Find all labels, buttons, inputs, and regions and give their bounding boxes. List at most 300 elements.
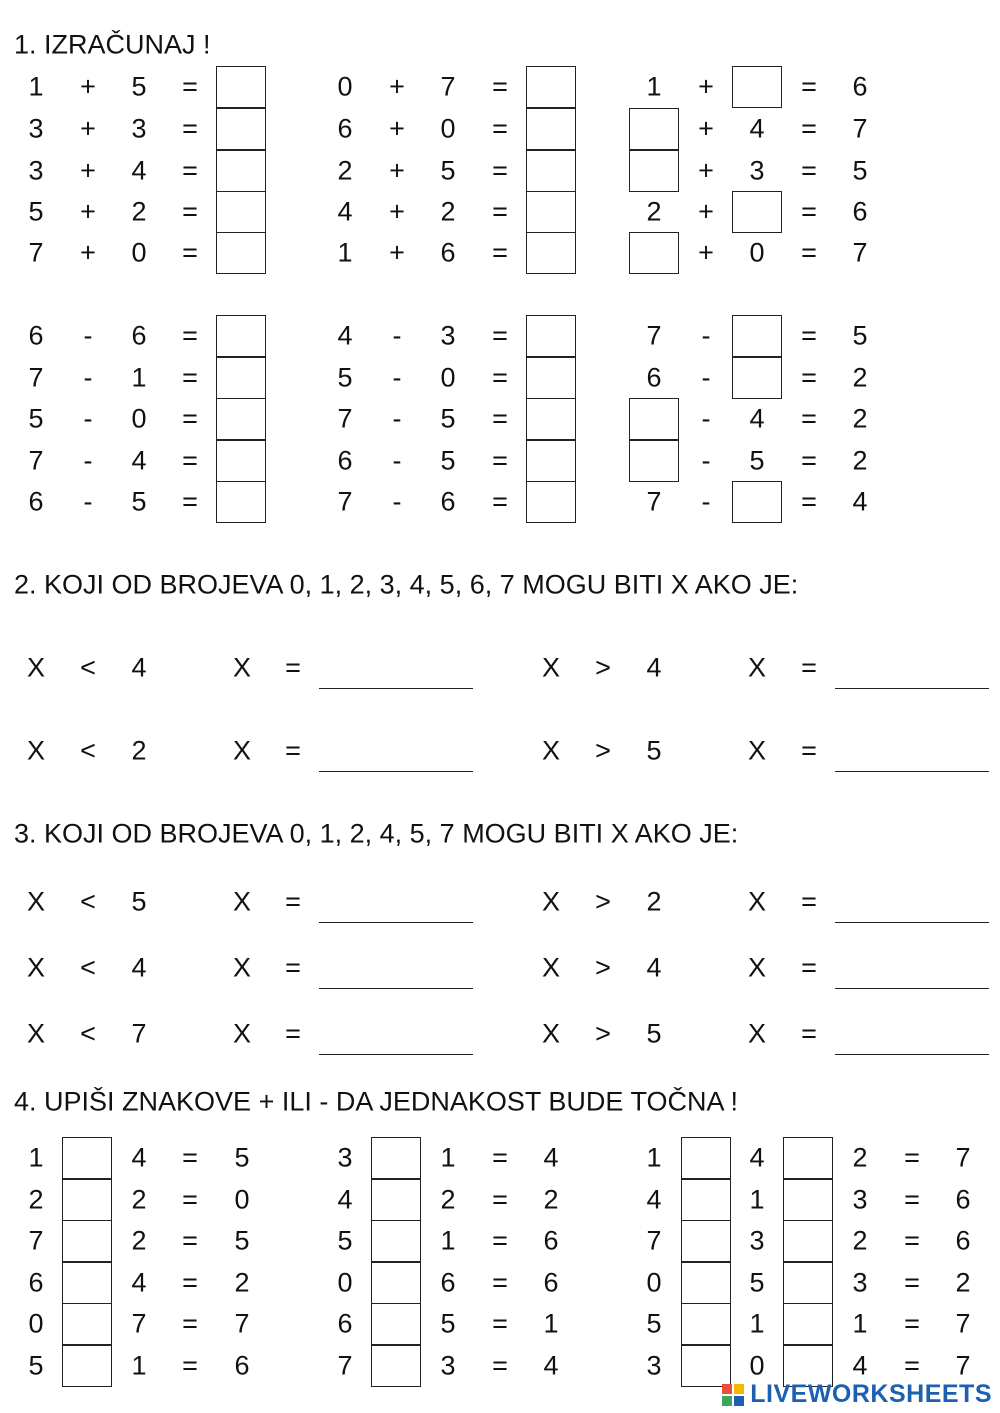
- ex4-c-n2: 1: [749, 1184, 765, 1215]
- ex3-row-right-answer-line[interactable]: [835, 1054, 989, 1055]
- add-c-n1: 1: [646, 71, 662, 102]
- add-a-op: +: [80, 237, 96, 268]
- sub-a-answer-box[interactable]: [216, 357, 266, 399]
- ex3-row-left-x2: X: [232, 886, 252, 917]
- ex4-a-result: 5: [234, 1142, 250, 1173]
- ex4-c-n1: 3: [646, 1350, 662, 1381]
- sub-b-eq: =: [492, 320, 508, 351]
- add-b-answer-box[interactable]: [526, 191, 576, 233]
- ex4-c-n2: 5: [749, 1267, 765, 1298]
- ex4-a-eq: =: [182, 1142, 198, 1173]
- ex4-b-sign-box[interactable]: [371, 1179, 421, 1221]
- ex3-row-right-x2: X: [747, 1018, 767, 1049]
- sub-c-op: -: [701, 445, 711, 476]
- add-c-result: 5: [852, 155, 868, 186]
- sub-b-n1: 7: [337, 486, 353, 517]
- add-b-answer-box[interactable]: [526, 232, 576, 274]
- ex3-row-right-x2: X: [747, 886, 767, 917]
- ex2-row-left-eq: =: [285, 735, 301, 766]
- ex3-row-left-num: 7: [131, 1018, 147, 1049]
- ex3-row-left-sign: <: [80, 1018, 96, 1049]
- ex3-row-left-num: 4: [131, 952, 147, 983]
- sub-a-eq: =: [182, 403, 198, 434]
- sub-c-n1: 7: [646, 320, 662, 351]
- add-c-op: +: [698, 113, 714, 144]
- ex2-row-left-x2: X: [232, 735, 252, 766]
- ex2-row-right-x: X: [541, 735, 561, 766]
- ex4-c-sign-box-1[interactable]: [681, 1220, 731, 1262]
- ex4-b-sign-box[interactable]: [371, 1137, 421, 1179]
- sub-c-result: 5: [852, 320, 868, 351]
- ex3-row-right-answer-line[interactable]: [835, 922, 989, 923]
- ex4-b-n1: 7: [337, 1350, 353, 1381]
- add-b-eq: =: [492, 237, 508, 268]
- ex3-row-left-eq: =: [285, 952, 301, 983]
- ex4-c-n3: 4: [852, 1350, 868, 1381]
- add-a-n2: 3: [131, 113, 147, 144]
- ex3-row-left-num: 5: [131, 886, 147, 917]
- ex4-b-n2: 1: [440, 1142, 456, 1173]
- ex3-row-left-x2: X: [232, 1018, 252, 1049]
- ex2-row-left-sign: <: [80, 652, 96, 683]
- sub-a-n1: 5: [28, 403, 44, 434]
- ex4-c-result: 6: [955, 1225, 971, 1256]
- sub-a-answer-box[interactable]: [216, 440, 266, 482]
- ex2-row-right-num: 4: [646, 652, 662, 683]
- ex4-b-n2: 5: [440, 1308, 456, 1339]
- sub-b-eq: =: [492, 362, 508, 393]
- sub-b-op: -: [392, 362, 402, 393]
- ex4-a-result: 2: [234, 1267, 250, 1298]
- add-c-result: 6: [852, 71, 868, 102]
- sub-b-n2: 3: [440, 320, 456, 351]
- ex3-row-right-sign: >: [595, 1018, 611, 1049]
- add-b-n1: 2: [337, 155, 353, 186]
- sub-b-op: -: [392, 403, 402, 434]
- add-c-first-box[interactable]: [629, 232, 679, 274]
- ex4-b-sign-box[interactable]: [371, 1220, 421, 1262]
- ex2-row-right-num: 5: [646, 735, 662, 766]
- sub-c-second-box[interactable]: [732, 357, 782, 399]
- ex2-row-left-answer-line[interactable]: [319, 688, 473, 689]
- ex4-b-sign-box[interactable]: [371, 1262, 421, 1304]
- sub-a-eq: =: [182, 320, 198, 351]
- ex4-a-result: 5: [234, 1225, 250, 1256]
- ex4-b-result: 4: [543, 1350, 559, 1381]
- sub-c-eq: =: [801, 403, 817, 434]
- ex4-a-eq: =: [182, 1184, 198, 1215]
- add-b-answer-box[interactable]: [526, 108, 576, 150]
- add-b-n2: 6: [440, 237, 456, 268]
- ex3-row-left-answer-line[interactable]: [319, 988, 473, 989]
- sub-a-n1: 7: [28, 445, 44, 476]
- sub-c-eq: =: [801, 445, 817, 476]
- add-c-n2: 4: [749, 113, 765, 144]
- sub-a-op: -: [83, 320, 93, 351]
- ex4-c-n3: 3: [852, 1267, 868, 1298]
- sub-b-eq: =: [492, 445, 508, 476]
- sub-c-result: 2: [852, 362, 868, 393]
- add-a-answer-box[interactable]: [216, 108, 266, 150]
- sub-c-eq: =: [801, 320, 817, 351]
- ex4-a-n1: 6: [28, 1267, 44, 1298]
- add-b-n1: 4: [337, 196, 353, 227]
- ex4-a-result: 6: [234, 1350, 250, 1381]
- ex4-c-n2: 0: [749, 1350, 765, 1381]
- ex3-row-left-answer-line[interactable]: [319, 922, 473, 923]
- add-a-op: +: [80, 71, 96, 102]
- ex3-row-left-sign: <: [80, 952, 96, 983]
- add-c-result: 7: [852, 113, 868, 144]
- ex4-c-n3: 1: [852, 1308, 868, 1339]
- ex2-row-right-sign: >: [595, 735, 611, 766]
- sub-c-n1: 6: [646, 362, 662, 393]
- add-a-eq: =: [182, 71, 198, 102]
- ex3-row-left-answer-line[interactable]: [319, 1054, 473, 1055]
- add-a-n2: 2: [131, 196, 147, 227]
- add-b-n2: 0: [440, 113, 456, 144]
- sub-b-n2: 5: [440, 445, 456, 476]
- add-c-eq: =: [801, 71, 817, 102]
- sub-b-eq: =: [492, 403, 508, 434]
- ex4-a-n2: 2: [131, 1184, 147, 1215]
- ex4-c-result: 7: [955, 1350, 971, 1381]
- add-a-answer-box[interactable]: [216, 191, 266, 233]
- sub-b-answer-box[interactable]: [526, 357, 576, 399]
- sub-b-n2: 0: [440, 362, 456, 393]
- ex3-row-right-num: 2: [646, 886, 662, 917]
- ex4-a-n1: 7: [28, 1225, 44, 1256]
- ex4-c-eq: =: [904, 1308, 920, 1339]
- ex3-row-left-eq: =: [285, 1018, 301, 1049]
- ex2-row-left-x2: X: [232, 652, 252, 683]
- add-b-answer-box[interactable]: [526, 66, 576, 108]
- add-b-eq: =: [492, 113, 508, 144]
- sub-b-answer-box[interactable]: [526, 481, 576, 523]
- ex4-c-eq: =: [904, 1267, 920, 1298]
- add-b-n1: 6: [337, 113, 353, 144]
- sub-a-n2: 5: [131, 486, 147, 517]
- ex4-a-n2: 2: [131, 1225, 147, 1256]
- sub-c-n1: 7: [646, 486, 662, 517]
- ex4-c-n3: 3: [852, 1184, 868, 1215]
- sub-b-n1: 6: [337, 445, 353, 476]
- sub-c-second-box[interactable]: [732, 481, 782, 523]
- ex4-a-n1: 5: [28, 1350, 44, 1381]
- ex4-a-eq: =: [182, 1267, 198, 1298]
- add-b-op: +: [389, 155, 405, 186]
- add-a-n1: 1: [28, 71, 44, 102]
- logo-square-green: [722, 1396, 732, 1406]
- ex4-b-n2: 2: [440, 1184, 456, 1215]
- add-b-n1: 0: [337, 71, 353, 102]
- section-1-title: 1. IZRAČUNAJ !: [14, 29, 211, 60]
- add-c-n2: 0: [749, 237, 765, 268]
- ex4-b-n2: 6: [440, 1267, 456, 1298]
- sub-a-answer-box[interactable]: [216, 398, 266, 440]
- add-b-eq: =: [492, 71, 508, 102]
- ex4-b-eq: =: [492, 1142, 508, 1173]
- add-b-op: +: [389, 237, 405, 268]
- ex3-row-left-x2: X: [232, 952, 252, 983]
- sub-c-first-box[interactable]: [629, 440, 679, 482]
- add-a-answer-box[interactable]: [216, 150, 266, 192]
- add-c-eq: =: [801, 113, 817, 144]
- sub-b-eq: =: [492, 486, 508, 517]
- ex2-row-left-x: X: [26, 735, 46, 766]
- sub-c-op: -: [701, 486, 711, 517]
- logo-mark-icon: [722, 1384, 744, 1406]
- ex4-c-sign-box-1[interactable]: [681, 1303, 731, 1345]
- ex2-row-right-answer-line[interactable]: [835, 771, 989, 772]
- ex4-b-n1: 5: [337, 1225, 353, 1256]
- add-c-eq: =: [801, 196, 817, 227]
- ex3-row-left-x: X: [26, 1018, 46, 1049]
- sub-a-op: -: [83, 362, 93, 393]
- add-b-answer-box[interactable]: [526, 150, 576, 192]
- ex2-row-right-sign: >: [595, 652, 611, 683]
- add-c-second-box[interactable]: [732, 191, 782, 233]
- ex4-b-n1: 3: [337, 1142, 353, 1173]
- sub-b-answer-box[interactable]: [526, 315, 576, 357]
- sub-a-answer-box[interactable]: [216, 481, 266, 523]
- ex4-a-sign-box[interactable]: [62, 1303, 112, 1345]
- ex4-a-sign-box[interactable]: [62, 1262, 112, 1304]
- sub-a-n2: 6: [131, 320, 147, 351]
- add-b-n1: 1: [337, 237, 353, 268]
- add-c-second-box[interactable]: [732, 66, 782, 108]
- add-b-eq: =: [492, 196, 508, 227]
- sub-c-eq: =: [801, 486, 817, 517]
- add-c-op: +: [698, 196, 714, 227]
- sub-b-answer-box[interactable]: [526, 398, 576, 440]
- ex4-b-eq: =: [492, 1267, 508, 1298]
- ex4-c-n2: 3: [749, 1225, 765, 1256]
- add-c-result: 6: [852, 196, 868, 227]
- add-a-answer-box[interactable]: [216, 66, 266, 108]
- add-a-n2: 0: [131, 237, 147, 268]
- ex4-c-eq: =: [904, 1225, 920, 1256]
- ex2-row-left-answer-line[interactable]: [319, 771, 473, 772]
- sub-c-first-box[interactable]: [629, 398, 679, 440]
- sub-b-op: -: [392, 445, 402, 476]
- ex4-b-result: 6: [543, 1225, 559, 1256]
- sub-b-n1: 5: [337, 362, 353, 393]
- ex2-row-right-x2: X: [747, 735, 767, 766]
- sub-c-n2: 4: [749, 403, 765, 434]
- ex4-c-sign-box-2[interactable]: [783, 1303, 833, 1345]
- ex3-row-right-answer-line[interactable]: [835, 988, 989, 989]
- add-a-eq: =: [182, 237, 198, 268]
- ex4-b-eq: =: [492, 1350, 508, 1381]
- ex4-b-n1: 4: [337, 1184, 353, 1215]
- ex2-row-right-x: X: [541, 652, 561, 683]
- sub-a-n1: 6: [28, 320, 44, 351]
- add-c-n1: 2: [646, 196, 662, 227]
- sub-a-eq: =: [182, 362, 198, 393]
- add-c-op: +: [698, 155, 714, 186]
- ex2-row-right-answer-line[interactable]: [835, 688, 989, 689]
- ex4-c-sign-box-1[interactable]: [681, 1137, 731, 1179]
- add-a-n1: 5: [28, 196, 44, 227]
- add-c-result: 7: [852, 237, 868, 268]
- sub-c-result: 4: [852, 486, 868, 517]
- logo-text: LIVEWORKSHEETS: [750, 1380, 992, 1408]
- ex4-c-sign-box-2[interactable]: [783, 1262, 833, 1304]
- ex4-a-n2: 4: [131, 1267, 147, 1298]
- sub-b-op: -: [392, 320, 402, 351]
- add-a-op: +: [80, 196, 96, 227]
- ex4-a-n2: 7: [131, 1308, 147, 1339]
- ex4-c-sign-box-2[interactable]: [783, 1179, 833, 1221]
- add-a-op: +: [80, 155, 96, 186]
- sub-c-op: -: [701, 320, 711, 351]
- ex4-a-sign-box[interactable]: [62, 1345, 112, 1387]
- ex4-c-n1: 0: [646, 1267, 662, 1298]
- ex4-c-n2: 1: [749, 1308, 765, 1339]
- ex4-c-result: 2: [955, 1267, 971, 1298]
- logo-square-yellow: [734, 1384, 744, 1394]
- ex3-row-right-x2: X: [747, 952, 767, 983]
- add-a-op: +: [80, 113, 96, 144]
- add-b-op: +: [389, 113, 405, 144]
- ex4-b-n1: 6: [337, 1308, 353, 1339]
- ex4-b-result: 4: [543, 1142, 559, 1173]
- add-c-eq: =: [801, 155, 817, 186]
- ex4-b-n1: 0: [337, 1267, 353, 1298]
- sub-a-op: -: [83, 445, 93, 476]
- add-b-n2: 7: [440, 71, 456, 102]
- ex4-b-eq: =: [492, 1184, 508, 1215]
- ex4-c-sign-box-1[interactable]: [681, 1262, 731, 1304]
- ex4-a-sign-box[interactable]: [62, 1179, 112, 1221]
- sub-c-n2: 5: [749, 445, 765, 476]
- ex4-c-sign-box-2[interactable]: [783, 1137, 833, 1179]
- ex3-row-left-sign: <: [80, 886, 96, 917]
- ex4-b-sign-box[interactable]: [371, 1303, 421, 1345]
- ex3-row-right-sign: >: [595, 886, 611, 917]
- ex4-a-result: 7: [234, 1308, 250, 1339]
- add-c-first-box[interactable]: [629, 150, 679, 192]
- ex4-a-eq: =: [182, 1308, 198, 1339]
- logo-square-red: [722, 1384, 732, 1394]
- ex4-c-eq: =: [904, 1142, 920, 1173]
- add-a-eq: =: [182, 155, 198, 186]
- ex4-b-eq: =: [492, 1308, 508, 1339]
- sub-a-n1: 7: [28, 362, 44, 393]
- ex3-row-right-num: 4: [646, 952, 662, 983]
- ex4-c-n3: 2: [852, 1142, 868, 1173]
- add-a-n1: 7: [28, 237, 44, 268]
- ex4-c-n3: 2: [852, 1225, 868, 1256]
- section-2-title: 2. KOJI OD BROJEVA 0, 1, 2, 3, 4, 5, 6, 7 MOGU BITI X AKO JE:: [14, 569, 799, 600]
- ex2-row-right-x2: X: [747, 652, 767, 683]
- add-c-eq: =: [801, 237, 817, 268]
- section-3-title: 3. KOJI OD BROJEVA 0, 1, 2, 4, 5, 7 MOGU BITI X AKO JE:: [14, 818, 739, 849]
- add-a-eq: =: [182, 196, 198, 227]
- sub-c-result: 2: [852, 445, 868, 476]
- section-4-title: 4. UPIŠI ZNAKOVE + ILI - DA JEDNAKOST BUDE TOČNA !: [14, 1086, 738, 1117]
- add-a-n2: 4: [131, 155, 147, 186]
- add-a-answer-box[interactable]: [216, 232, 266, 274]
- ex3-row-right-x: X: [541, 952, 561, 983]
- ex3-row-right-eq: =: [801, 1018, 817, 1049]
- sub-a-n1: 6: [28, 486, 44, 517]
- ex4-b-n2: 3: [440, 1350, 456, 1381]
- ex4-c-eq: =: [904, 1184, 920, 1215]
- sub-a-eq: =: [182, 445, 198, 476]
- ex4-b-result: 6: [543, 1267, 559, 1298]
- ex2-row-left-eq: =: [285, 652, 301, 683]
- ex2-row-left-num: 4: [131, 652, 147, 683]
- ex4-b-sign-box[interactable]: [371, 1345, 421, 1387]
- sub-a-op: -: [83, 403, 93, 434]
- ex4-a-n2: 4: [131, 1142, 147, 1173]
- ex3-row-right-x: X: [541, 886, 561, 917]
- sub-a-eq: =: [182, 486, 198, 517]
- ex4-a-result: 0: [234, 1184, 250, 1215]
- ex4-b-result: 1: [543, 1308, 559, 1339]
- sub-b-answer-box[interactable]: [526, 440, 576, 482]
- add-b-n2: 2: [440, 196, 456, 227]
- ex2-row-right-eq: =: [801, 652, 817, 683]
- ex4-a-n1: 2: [28, 1184, 44, 1215]
- ex4-c-sign-box-2[interactable]: [783, 1220, 833, 1262]
- add-c-op: +: [698, 237, 714, 268]
- sub-c-result: 2: [852, 403, 868, 434]
- add-c-first-box[interactable]: [629, 108, 679, 150]
- add-b-eq: =: [492, 155, 508, 186]
- add-a-n2: 5: [131, 71, 147, 102]
- ex3-row-left-x: X: [26, 886, 46, 917]
- ex4-a-n1: 0: [28, 1308, 44, 1339]
- add-a-eq: =: [182, 113, 198, 144]
- sub-c-op: -: [701, 403, 711, 434]
- sub-b-n1: 4: [337, 320, 353, 351]
- sub-a-n2: 4: [131, 445, 147, 476]
- sub-a-answer-box[interactable]: [216, 315, 266, 357]
- ex3-row-right-sign: >: [595, 952, 611, 983]
- ex4-a-n2: 1: [131, 1350, 147, 1381]
- ex4-c-result: 7: [955, 1142, 971, 1173]
- add-c-op: +: [698, 71, 714, 102]
- sub-c-second-box[interactable]: [732, 315, 782, 357]
- ex4-a-eq: =: [182, 1350, 198, 1381]
- logo-square-blue: [734, 1396, 744, 1406]
- ex4-c-sign-box-1[interactable]: [681, 1179, 731, 1221]
- sub-b-n1: 7: [337, 403, 353, 434]
- sub-a-n2: 0: [131, 403, 147, 434]
- sub-b-op: -: [392, 486, 402, 517]
- ex3-row-left-x: X: [26, 952, 46, 983]
- ex3-row-right-eq: =: [801, 952, 817, 983]
- liveworksheets-logo: [722, 1380, 992, 1409]
- ex4-b-result: 2: [543, 1184, 559, 1215]
- ex4-c-n1: 5: [646, 1308, 662, 1339]
- ex3-row-left-eq: =: [285, 886, 301, 917]
- ex4-c-result: 6: [955, 1184, 971, 1215]
- ex3-row-right-eq: =: [801, 886, 817, 917]
- ex4-c-n1: 1: [646, 1142, 662, 1173]
- ex4-c-n2: 4: [749, 1142, 765, 1173]
- ex4-c-n1: 7: [646, 1225, 662, 1256]
- ex3-row-right-x: X: [541, 1018, 561, 1049]
- ex4-a-sign-box[interactable]: [62, 1137, 112, 1179]
- ex2-row-left-x: X: [26, 652, 46, 683]
- add-b-n2: 5: [440, 155, 456, 186]
- add-a-n1: 3: [28, 155, 44, 186]
- ex4-a-sign-box[interactable]: [62, 1220, 112, 1262]
